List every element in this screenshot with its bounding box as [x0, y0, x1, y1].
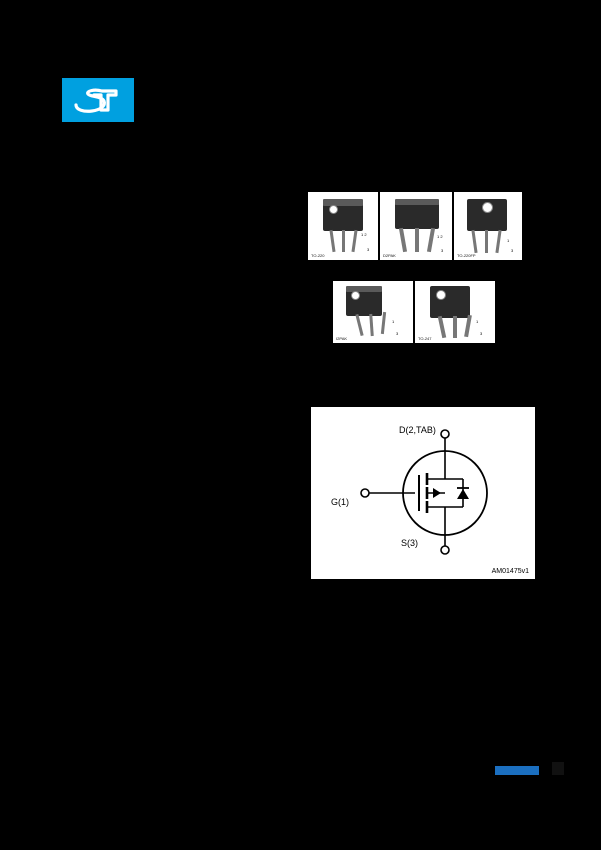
package-photo-row-2: [333, 281, 495, 343]
schematic-id: AM01475v1: [491, 568, 529, 575]
schematic-drain-label: D(2,TAB): [399, 425, 436, 435]
footer-badge: [495, 766, 539, 775]
package-photo-i2pak: 1 3 I2PAK: [333, 281, 413, 343]
schematic-gate-label: G(1): [331, 497, 349, 507]
package-photo-to220fp: 1 3 TO-220FP: [454, 192, 522, 260]
package-photo-to247: 1 3 TO-247: [415, 281, 495, 343]
st-logo: [62, 78, 134, 122]
package-photo-row-1: [308, 192, 522, 260]
schematic-source-label: S(3): [401, 538, 419, 548]
package-label: I2PAK: [336, 336, 348, 341]
schematic-canvas: [311, 407, 535, 579]
package-photo-d2pak: 1 2 3 D2PAK: [380, 192, 452, 260]
schematic-figure: [307, 403, 539, 583]
package-photo-to220: 1 2 3 TO-220: [308, 192, 378, 260]
package-label: TO-220FP: [457, 253, 476, 258]
package-label: D2PAK: [383, 253, 396, 258]
package-label: TO-220: [311, 253, 325, 258]
footer-mark: [552, 762, 564, 775]
package-label: TO-247: [418, 336, 432, 341]
